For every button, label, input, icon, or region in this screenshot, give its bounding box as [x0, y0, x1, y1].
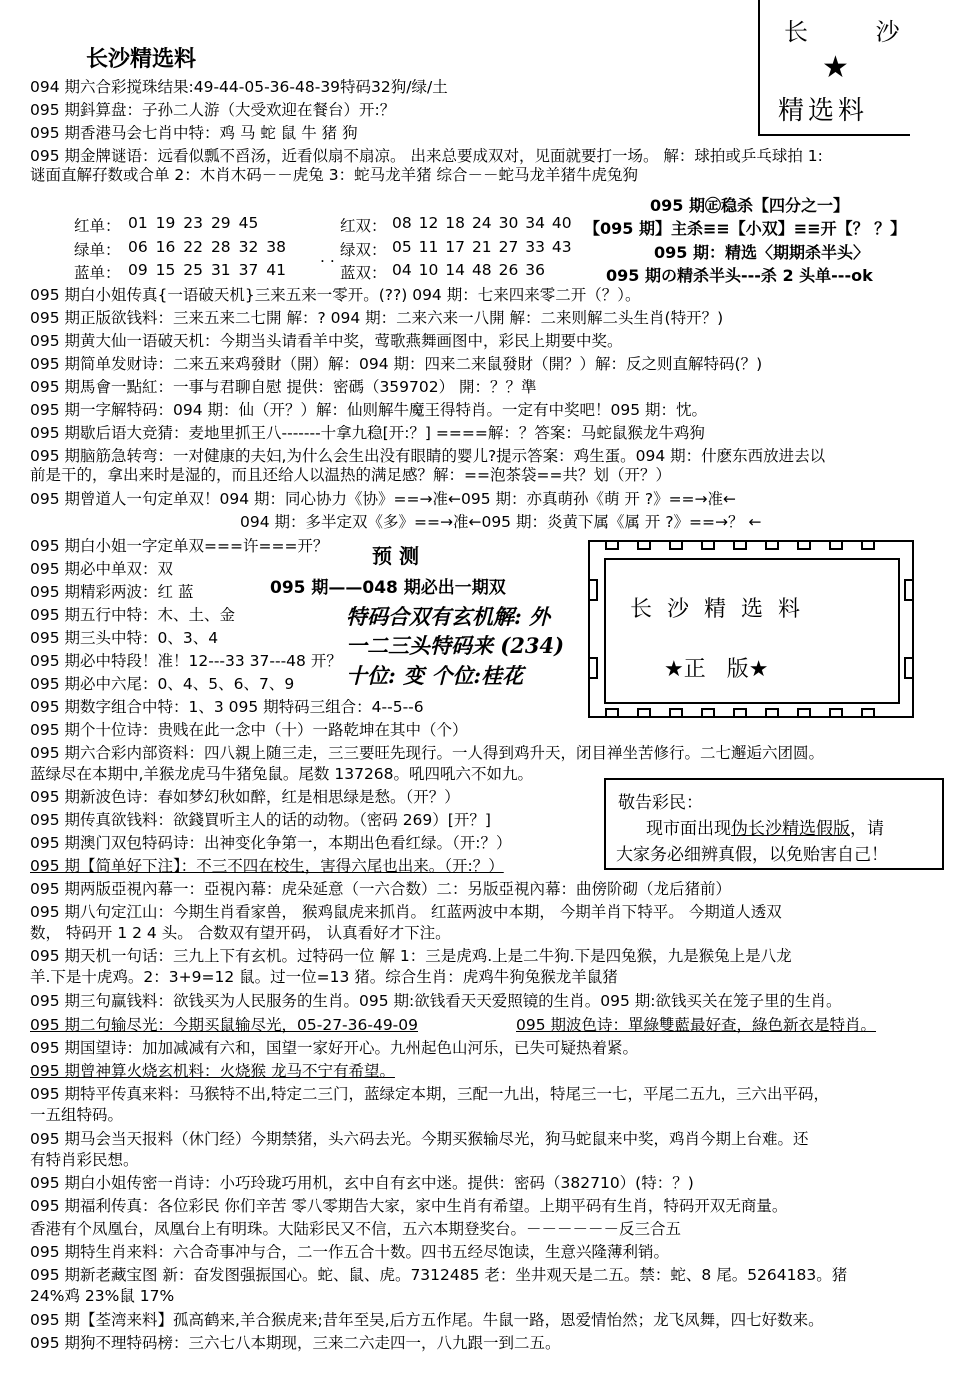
forecast-handwritten-1: 特码合双有玄机解: 外 — [346, 604, 551, 629]
brand-frame — [588, 540, 914, 718]
text-line: 095 期福利传真：各位彩民 你们辛苦 零八零期告大家，家中生肖有希望。上期平码有生肖，特码开双无商量。 — [30, 1197, 788, 1215]
text-line: 香港有个凤凰台，凤凰台上有明珠。大陆彩民又不信，五六本期登奖台。－－－－－－反三合五 — [30, 1220, 682, 1238]
text-line: 蓝绿尽在本期中,羊猴龙虎马牛猪兔鼠。尾数 137268。吼四吼六不如九。 — [30, 765, 534, 783]
text-line-underlined: 095 期二句输尽光：今期买鼠输尽光，05-27-36-49-09 — [30, 1016, 419, 1034]
text-line: 095 期歇后语大竞猜：麦地里抓王八-------十拿九稳[开:？] ====解：？答案：马蛇鼠猴龙牛鸡狗 — [30, 424, 705, 442]
red-double-numbers: 08 12 18 24 30 34 40 — [392, 214, 572, 232]
text-line: 095 期精彩两波：红 蓝 — [30, 583, 194, 601]
text-line: 095 期特平传真来料：马猴特不出,特定二三门，蓝绿定本期，三配一九出，特尾三一七，平尾二五九，三六出平码， — [30, 1085, 829, 1103]
text-line: 095 期白小姐传真{一语破天机}三来五来一零开。(??) 094 期：七来四来零二开（？）。 — [30, 286, 641, 304]
text-line: 095 期特生肖来料：六合奇事冲与合，二一作五合十数。四书五经尽饱读，生意兴隆薄利销。 — [30, 1243, 670, 1261]
frame-inner — [604, 558, 900, 704]
text-line: 095 期馬會一點紅：一事与君聊自慰 提供：密碼（359702） 開：？？準 — [30, 378, 537, 396]
text-line: 095 期两版亞視內幕一：亞視內幕：虎朵延意（一六合数）二：另版亞視內幕：曲傍阶砌（龙后猪前） — [30, 880, 732, 898]
text-line: 095 期国望诗：加加减减有六和，国望一家好开心。九州起色山河乐，已失可疑热着紧。 — [30, 1039, 639, 1057]
text-line-indented: 094 期：多半定双《多》==→准←095 期：炎黄下属《属 开 ?》==→？ ← — [240, 513, 762, 531]
blue-single-numbers: 09 15 25 31 37 41 — [128, 261, 286, 279]
text-line: 095 期必中特段！准！12---33 37---48 开？ — [30, 652, 342, 670]
text-line: 095 期必中六尾：0、4、5、6、7、9 — [30, 675, 295, 693]
text-line: 095 期脑筋急转弯：一对健康的夫妇,为什么会生出没有眼睛的婴儿?提示答案：鸡生蛋。094 期：什麽东西放进去以 — [30, 447, 826, 465]
text-line: 095 期香港马会七肖中特：鸡 马 蛇 鼠 牛 猪 狗 — [30, 124, 358, 142]
notice-heading: 敬告彩民： — [618, 793, 703, 813]
page-title: 长沙精选料 — [86, 47, 197, 72]
text-line: 谜面直解孖数或合单 2：木肖木码－－虎兔 3：蛇马龙羊猪 综合－－蛇马龙羊猪牛虎兔狗 — [30, 166, 639, 184]
right-note-4: 095 期の精杀半头---杀 2 头单---ok — [606, 266, 873, 285]
result-line: 094 期六合彩搅珠结果:49-44-05-36-48-39特码32狗/绿/土 — [30, 78, 448, 96]
text-line: 数， 特码开 1 2 4 头。 合数双有望开码， 认真看好才下注。 — [30, 924, 451, 942]
text-line: 095 期六合彩内部资料：四八親上随三走，三三要旺先现行。一人得到鸡升天，闭目禅坐苦修行。二七邂逅六团圆。 — [30, 744, 825, 762]
text-line: 095 期金牌谜语：远看似瓢不舀汤，近看似扇不扇凉。 出来总要成双对，见面就要打一场。 解：球拍或乒乓球拍 1: — [30, 147, 823, 165]
text-line: 095 期五行中特：木、土、金 — [30, 606, 236, 624]
text-line-underlined: 095 期波色诗：單綠雙藍最好查，綠色新衣是特肖。 — [516, 1016, 877, 1034]
right-note-1: 095 期㊣稳杀【四分之一】 — [650, 196, 849, 215]
text-line: 羊.下是十虎鸡。2：3+9=12 鼠。过一位=13 猪。综合生肖：虎鸡牛狗兔猴龙羊鼠猪 — [30, 968, 618, 986]
notice-box — [604, 778, 944, 870]
text-line: 24%鸡 23%鼠 17% — [30, 1287, 175, 1305]
text-line: 095 期天机一句话：三九上下有玄机。过特码一位 解 1：三是虎鸡.上是二牛狗.下是四兔猴，九是猴兔上是八龙 — [30, 947, 792, 965]
text-line: 095 期【荃湾来料】孤高鹤来,羊合猴虎来;昔年至吴,后方五作尾。牛鼠一路，恩爱情怡然；龙飞凤舞，四七好数来。 — [30, 1311, 824, 1329]
text-line: 095 期鈄算盘：子孙二人游（大受欢迎在餐台）开:？ — [30, 101, 396, 119]
red-double-label: 红双： — [340, 217, 387, 235]
green-single-numbers: 06 16 22 28 32 38 — [128, 238, 286, 256]
text-line: 095 期正版欲钱料：三来五来二七開 解：? 094 期：二来六来一八開 解：二来则解二头生肖(特开？) — [30, 309, 724, 327]
frame-title: 长 沙 精 选 料 — [630, 597, 804, 622]
text-line: 095 期三句赢钱料：欲钱买为人民服务的生肖。095 期:欲钱看天天爱照镜的生肖。095 期:欲钱买关在笼子里的生肖。 — [30, 992, 842, 1010]
text-line: 095 期马会当天报料（休门经）今期禁猪，头六码去光。今期买猴输尽光，狗马蛇鼠来中奖，鸡肖今期上台难。还 — [30, 1130, 809, 1148]
dots: . . — [320, 248, 335, 266]
text-line: 095 期白小姐传密一肖诗：小巧玲珑巧用机，玄中自有玄中迷。提供：密码（382710）(特：？) — [30, 1174, 694, 1192]
green-single-label: 绿单： — [74, 241, 121, 259]
green-double-numbers: 05 11 17 21 27 33 43 — [392, 238, 572, 256]
text-line: 095 期黄大仙一语破天机：今期当头请看羊中奖，莺歌燕舞画图中，彩民上期要中奖。 — [30, 332, 623, 350]
red-single-label: 红单： — [74, 217, 121, 235]
notice-warning: 伪长沙精选假版 — [731, 819, 850, 839]
text-line: 095 期简单发财诗：二来五来鸡發財（開）解：094 期：四来二来鼠發財（開？）解：反之则直解特码(？) — [30, 355, 763, 373]
text-line: 095 期一字解特码：094 期：仙（开？）解：仙则解牛魔王得特肖。一定有中奖吧！095 期：忱。 — [30, 401, 708, 419]
blue-single-label: 蓝单： — [74, 264, 121, 282]
text-line: 095 期三头中特：0、3、4 — [30, 629, 219, 647]
right-note-3: 095 期：精选〈期期杀半头〉 — [654, 243, 869, 262]
text-line-underlined: 095 期曾神算火烧玄机料：火烧猴 龙马不宁有希望。 — [30, 1062, 395, 1080]
text-line: 095 期白小姐一字定单双===许===开？ — [30, 537, 329, 555]
notice-line1 — [646, 814, 884, 839]
text-line: 095 期八句定江山：今期生肖看家兽， 猴鸡鼠虎来抓肖。 红蓝两波中本期， 今期羊肖下特平。 今期道人透双 — [30, 903, 782, 921]
text-line: 095 期数字组合中特：1、3 095 期特码三组合：4--5--6 — [30, 698, 424, 716]
green-double-label: 绿双： — [340, 241, 387, 259]
text-line: 095 期新波色诗：春如梦幻秋如醉，红是相思绿是愁。（开？） — [30, 788, 460, 806]
text-line-underlined: 095 期【简单好下注】：不三不四在校生，害得六尾也出来。（开:？） — [30, 857, 504, 875]
forecast-handwritten-2: 一二三头特码来 (234) — [346, 633, 565, 658]
notice-text: 现市面出现 — [646, 819, 731, 839]
text-line: 095 期狗不理特码榜：三六七八本期现，三来二六走四一，八九跟一到二五。 — [30, 1334, 561, 1352]
red-single-numbers: 01 19 23 29 45 — [128, 214, 259, 232]
notice-text: ，请 — [850, 819, 884, 839]
text-line: 一五组特码。 — [30, 1106, 124, 1124]
top-box-line3: 精选料 — [778, 96, 869, 126]
blue-double-numbers: 04 10 14 48 26 36 — [392, 261, 545, 279]
notice-line2: 大家务必细辨真假，以免贻害自己！ — [616, 845, 888, 865]
right-note-2: 【095 期】主杀≡≡【小双】≡≡开【？ ？】 — [584, 219, 907, 238]
text-line: 有特肖彩民想。 — [30, 1151, 139, 1169]
star-icon: ★ — [822, 50, 849, 85]
text-line: 095 期曾道人一句定单双！094 期：同心协力《协》==→准←095 期：亦真萌孙《萌 开 ?》==→准← — [30, 490, 737, 508]
forecast-title: 预 测 — [372, 544, 419, 568]
blue-double-label: 蓝双： — [340, 264, 387, 282]
text-line: 095 期澳门双包特码诗：出神变化争第一，本期出色看红绿。（开:？） — [30, 834, 512, 852]
text-line: 095 期个十位诗：贵贱在此一念中（十）一路乾坤在其中（个） — [30, 721, 468, 739]
text-line: 前是干的，拿出来时是湿的，而且还给人以温热的满足感？解：==泡茶袋==共？划（开？） — [30, 466, 671, 484]
text-line: 095 期新老藏宝图 新：奋发图强振国心。蛇、鼠、虎。7312485 老：坐井观天是二五。禁：蛇、8 尾。5264183。猪 — [30, 1266, 848, 1284]
frame-subtitle: ★正 版★ — [664, 657, 769, 682]
text-line: 095 期传真欲钱料：欲錢買听主人的话的动物。（密码 269）[开？] — [30, 811, 491, 829]
top-box-line1: 长 沙 — [784, 18, 930, 46]
forecast-line1: 095 期——048 期必出一期双 — [270, 578, 506, 598]
text-line: 095 期必中单双：双 — [30, 560, 174, 578]
top-logo-box — [758, 0, 930, 136]
forecast-handwritten-3: 十位: 变 个位:桂花 — [346, 663, 524, 688]
